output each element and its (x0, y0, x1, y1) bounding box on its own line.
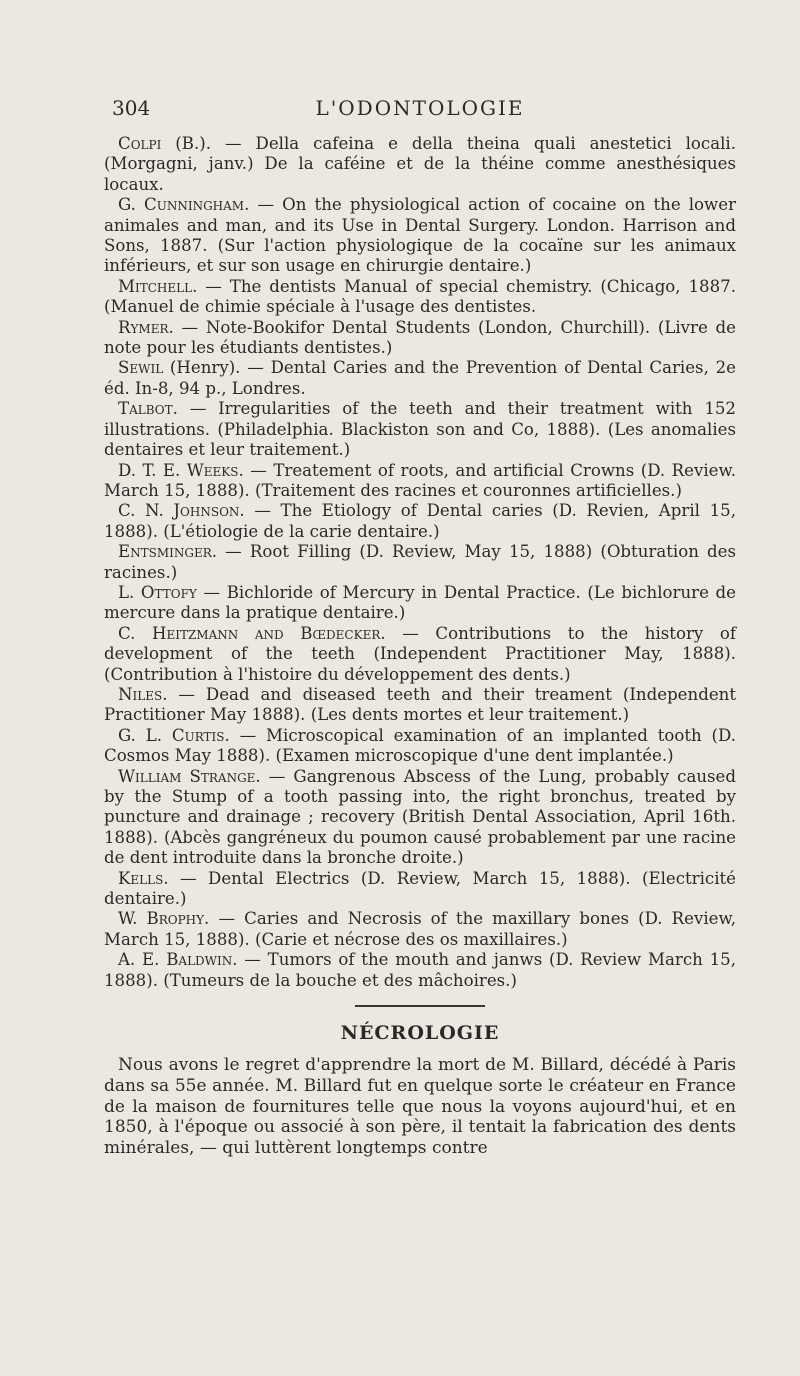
bibliography-entry (104, 685, 736, 726)
bibliography-entry (104, 461, 736, 502)
entry-author: Mitchell. (118, 276, 198, 296)
entry-author: L. Ottofy (118, 582, 197, 602)
entry-author: Entsminger. (118, 542, 218, 562)
bibliography-entry (104, 277, 736, 318)
entry-text: — Root Filling (D. Review, May 15, 1888) (Obturation des racines.) (104, 542, 736, 582)
entry-text: — Note-Bookifor Dental Students (London, Churchill). (Livre de note pour les étudiants dentistes.) (104, 317, 736, 358)
bibliography-entry (104, 909, 736, 950)
necrology-paragraph: Nous avons le regret d'apprendre la mort de M. Billard, décédé à Paris dans sa 55e année. M. Billard fut en quelque sorte le créateur en France de la maison de fournitures telle que nous la voyons aujourd'hui, et en 1850, à l'époque ou associé à son père, il tentait la fabrication des dents minérales, — qui luttèrent longtemps contre (104, 1055, 736, 1158)
entry-author: Sewil (118, 358, 164, 378)
bibliography-entry (104, 134, 736, 195)
bibliography-list (104, 134, 736, 1158)
bibliography-entry (104, 195, 736, 277)
running-title: L'ODONTOLOGIE (315, 96, 525, 120)
entry-author: C. Heitzmann and Bœdecker. (118, 623, 386, 643)
entry-author: Colpi (B.). (118, 134, 211, 153)
entry-author: A. E. Baldwin. (118, 950, 238, 970)
entry-author: Kells. (118, 868, 169, 888)
entry-author: Rymer. (118, 317, 174, 337)
entry-text: — Della cafeina e della theina quali anestetici locali. (Morgagni, janv.) De la caféine et de la théine comme anesthésiques locaux. (104, 134, 736, 194)
bibliography-entry (104, 950, 736, 991)
entry-author: W. Brophy. (118, 909, 210, 929)
necrology-title: NÉCROLOGIE (340, 1022, 500, 1045)
entry-author: William Strange. (118, 766, 261, 786)
entry-text: (Henry). — Dental Caries and the Prevention of Dental Caries, 2e éd. In-8, 94 p., Londres. (104, 358, 736, 398)
entry-author: Niles. (118, 684, 168, 704)
entry-text: — Bichloride of Mercury in Dental Practice. (Le bichlorure de mercure dans la pratique dentaire.) (104, 582, 736, 623)
entry-author: Talbot. (118, 399, 178, 419)
entry-text: — The dentists Manual of special chemistry. (Chicago, 1887. (Manuel de chimie spéciale à l'usage des dentistes. (104, 276, 736, 317)
section-divider (355, 1005, 485, 1007)
page-header (104, 96, 736, 124)
bibliography-entry (104, 542, 736, 583)
entry-author: D. T. E. Weeks. (118, 460, 244, 480)
bibliography-entry (104, 358, 736, 399)
entry-text: — On the physiological action of cocaine on the lower animales and man, and its Use in Dental Surgery. London. Harrison and Sons, 1887. (Sur l'action physiologique de la cocaïne sur les animaux inférieurs, et sur son usage en chirurgie dentaire.) (104, 195, 736, 276)
bibliography-entry (104, 399, 736, 460)
bibliography-entry (104, 726, 736, 767)
entry-text: — Dead and diseased teeth and their treament (Independent Practitioner May 1888). (Les dents mortes et leur traitement.) (104, 684, 736, 725)
entry-text: — Contributions to the history of development of the teeth (Independent Practitioner May, 1888). (Contribution à l'histoire du développement des dents.) (104, 623, 736, 684)
entry-text: — The Etiology of Dental caries (D. Revien, April 15, 1888). (L'étiologie de la carie dentaire.) (104, 501, 736, 541)
entry-text: — Irregularities of the teeth and their treatment with 152 illustrations. (Philadelphia. Blackiston son and Co, 1888). (Les anomalies dentaires et leur traitement.) (104, 399, 736, 460)
bibliography-entry (104, 501, 736, 542)
entry-text: — Caries and Necrosis of the maxillary bones (D. Review, March 15, 1888). (Carie et nécrose des os maxillaires.) (104, 909, 737, 949)
entry-text: — Dental Electrics (D. Review, March 15, 1888). (Electricité dentaire.) (104, 868, 736, 909)
bibliography-entry (104, 869, 736, 910)
bibliography-entry (104, 318, 736, 359)
bibliography-entry (104, 583, 736, 624)
bibliography-entry (104, 767, 736, 869)
entry-author: C. N. Johnson. (118, 501, 245, 521)
entry-text: — Tumors of the mouth and janws (D. Review March 15, 1888). (Tumeurs de la bouche et des mâchoires.) (104, 950, 737, 990)
entry-author: G. L. Curtis. (118, 725, 230, 745)
entry-text: — Gangrenous Abscess of the Lung, probably caused by the Stump of a tooth passing into, the right bronchus, treated by puncture and drainage ; recovery (British Dental Association, April 16th. 1888). (Abcès gangréneux du poumon causé probablement par une racine de dent introduite dans la bronche droite.) (104, 766, 736, 868)
entry-text: — Treatement of roots, and artificial Crowns (D. Review. March 15, 1888). (Traitement des racines et couronnes artificielles.) (104, 460, 736, 500)
page-number: 304 (112, 96, 151, 120)
entry-author: G. Cunningham. (118, 195, 250, 215)
bibliography-entry (104, 624, 736, 685)
entry-text: — Microscopical examination of an implanted tooth (D. Cosmos May 1888). (Examen microscopique d'une dent implantée.) (104, 725, 736, 766)
